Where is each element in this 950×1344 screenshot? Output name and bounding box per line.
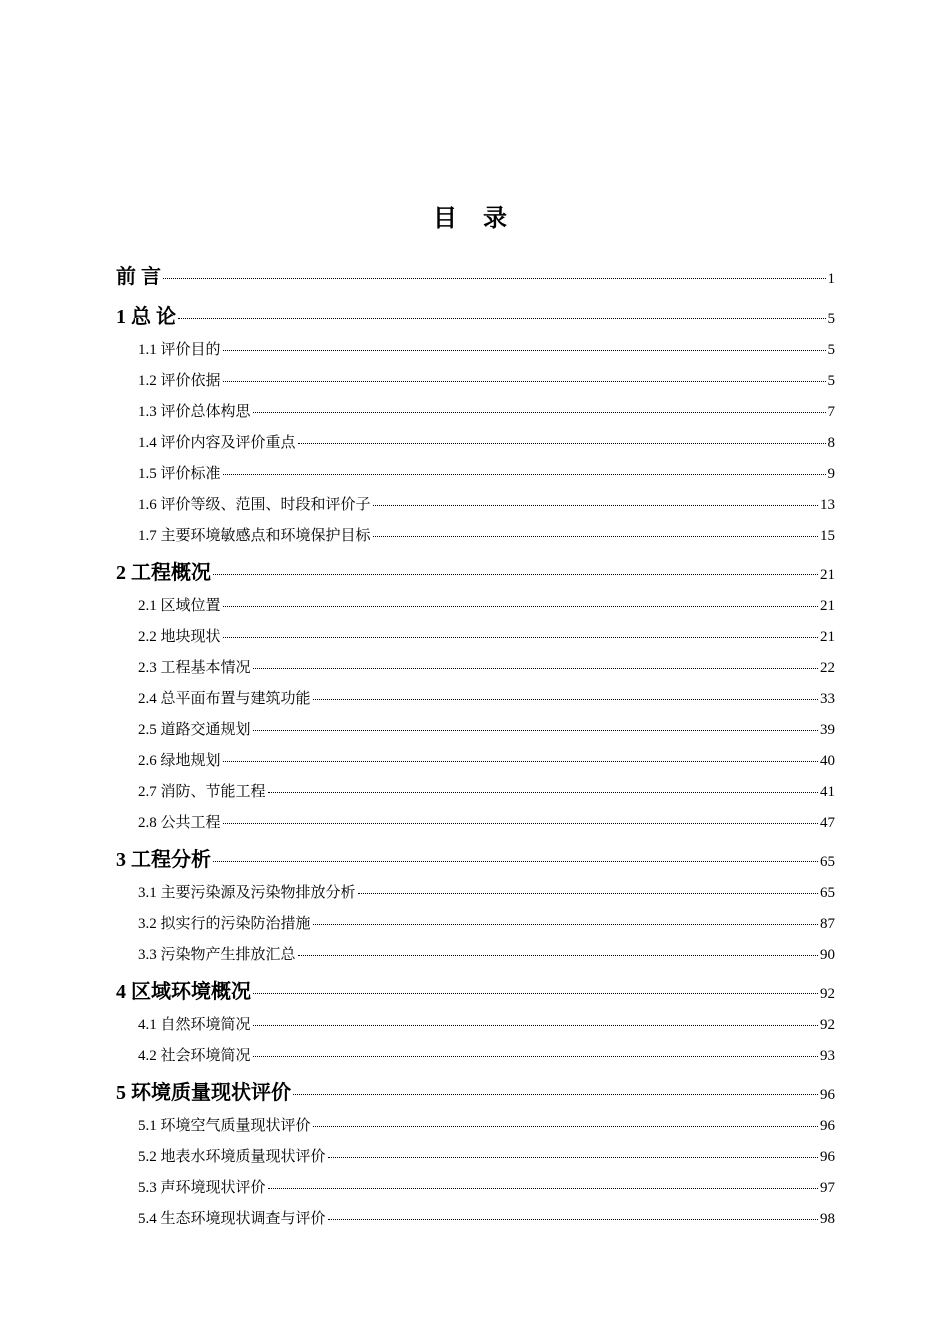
toc-leader-dots [223, 606, 818, 607]
toc-entry[interactable] [138, 718, 835, 740]
toc-leader-dots [293, 1094, 818, 1095]
toc-leader-dots [253, 412, 826, 413]
toc-entry-label: 4 区域环境概况 [116, 981, 251, 1003]
toc-entry-label: 1.5 评价标准 [138, 466, 221, 482]
toc-leader-dots [223, 823, 818, 824]
toc-entry-page: 98 [820, 1211, 835, 1227]
toc-entry[interactable] [116, 1076, 835, 1106]
toc-leader-dots [213, 574, 818, 575]
toc-entry-page: 93 [820, 1048, 835, 1064]
toc-entry-label: 5.2 地表水环境质量现状评价 [138, 1149, 326, 1165]
toc-entry-label: 3.1 主要污染源及污染物排放分析 [138, 885, 356, 901]
toc-entry-page: 96 [820, 1087, 835, 1103]
toc-entry[interactable] [138, 811, 835, 833]
toc-entry-page: 87 [820, 916, 835, 932]
toc-entry-label: 4.2 社会环境简况 [138, 1048, 251, 1064]
toc-leader-dots [328, 1219, 818, 1220]
toc-entry-page: 47 [820, 815, 835, 831]
toc-leader-dots [253, 668, 818, 669]
toc-entry-label: 2.1 区域位置 [138, 598, 221, 614]
toc-leader-dots [298, 955, 818, 956]
toc-entry-label: 5.3 声环境现状评价 [138, 1180, 266, 1196]
toc-leader-dots [223, 381, 826, 382]
toc-entry[interactable] [138, 1044, 835, 1066]
toc-entry-page: 7 [827, 404, 835, 420]
toc-entry-page: 15 [820, 528, 835, 544]
toc-entry-label: 4.1 自然环境简况 [138, 1017, 251, 1033]
toc-entry[interactable] [138, 625, 835, 647]
toc-entry-label: 2.3 工程基本情况 [138, 660, 251, 676]
toc-entry[interactable] [138, 524, 835, 546]
toc-entry-page: 21 [820, 629, 835, 645]
toc-entry-label: 2.5 道路交通规划 [138, 722, 251, 738]
toc-entry-page: 39 [820, 722, 835, 738]
toc-entry-label: 3.3 污染物产生排放汇总 [138, 947, 296, 963]
page-title: 目 录 [433, 206, 517, 232]
toc-entry-page: 90 [820, 947, 835, 963]
toc-entry[interactable] [138, 912, 835, 934]
toc-entry[interactable] [138, 431, 835, 453]
toc-leader-dots [223, 637, 818, 638]
toc-leader-dots [253, 730, 818, 731]
toc-entry-label: 1 总 论 [116, 306, 176, 328]
toc-entry[interactable] [138, 1145, 835, 1167]
toc-entry[interactable] [138, 943, 835, 965]
toc-entry-label: 5.1 环境空气质量现状评价 [138, 1118, 311, 1134]
toc-entry-label: 1.3 评价总体构思 [138, 404, 251, 420]
toc-leader-dots [268, 792, 818, 793]
toc-leader-dots [253, 993, 818, 994]
toc-entry[interactable] [138, 369, 835, 391]
toc-entry[interactable] [138, 1114, 835, 1136]
toc-entry-page: 21 [820, 598, 835, 614]
toc-leader-dots [313, 699, 818, 700]
toc-entry-page: 65 [820, 854, 835, 870]
toc-entry-label: 1.4 评价内容及评价重点 [138, 435, 296, 451]
toc-entry-page: 22 [820, 660, 835, 676]
toc-leader-dots [313, 924, 818, 925]
toc-entry-page: 92 [820, 986, 835, 1002]
toc-entry[interactable] [138, 780, 835, 802]
toc-entry-label: 2.2 地块现状 [138, 629, 221, 645]
toc-entry-page: 41 [820, 784, 835, 800]
toc-entry-page: 13 [820, 497, 835, 513]
toc-leader-dots [253, 1056, 818, 1057]
toc-leader-dots [178, 318, 826, 319]
toc-entry-page: 33 [820, 691, 835, 707]
toc-leader-dots [373, 536, 818, 537]
toc-leader-dots [163, 278, 826, 279]
toc-entry[interactable] [138, 1013, 835, 1035]
toc-entry-page: 40 [820, 753, 835, 769]
toc-entry-label: 2.8 公共工程 [138, 815, 221, 831]
toc-entry[interactable] [138, 338, 835, 360]
toc-entry-page: 8 [827, 435, 835, 451]
toc-leader-dots [313, 1126, 818, 1127]
toc-entry[interactable] [138, 493, 835, 515]
toc-leader-dots [253, 1025, 818, 1026]
toc-entry[interactable] [138, 749, 835, 771]
toc-entry[interactable] [116, 843, 835, 873]
toc-entry-label: 1.6 评价等级、范围、时段和评价子 [138, 497, 371, 513]
toc-entry-label: 3.2 拟实行的污染防治措施 [138, 916, 311, 932]
toc-entry[interactable] [116, 975, 835, 1005]
toc-entry-label: 5 环境质量现状评价 [116, 1082, 291, 1104]
toc-entry[interactable] [138, 1176, 835, 1198]
toc-entry[interactable] [138, 881, 835, 903]
toc-entry-label: 2.4 总平面布置与建筑功能 [138, 691, 311, 707]
toc-leader-dots [298, 443, 826, 444]
toc-entry-label: 5.4 生态环境现状调查与评价 [138, 1211, 326, 1227]
toc-entry-page: 5 [827, 311, 835, 327]
toc-entry-label: 1.2 评价依据 [138, 373, 221, 389]
toc-leader-dots [328, 1157, 818, 1158]
toc-entry[interactable] [116, 260, 835, 290]
toc-entry-page: 97 [820, 1180, 835, 1196]
toc-entry[interactable] [138, 687, 835, 709]
toc-entry-label: 2.7 消防、节能工程 [138, 784, 266, 800]
toc-entry[interactable] [138, 594, 835, 616]
toc-entry-page: 96 [820, 1149, 835, 1165]
toc-entry[interactable] [116, 556, 835, 586]
toc-leader-dots [213, 861, 818, 862]
toc-leader-dots [223, 350, 826, 351]
toc-leader-dots [223, 761, 818, 762]
toc-entry-page: 5 [827, 342, 835, 358]
toc-leader-dots [223, 474, 826, 475]
toc-entry[interactable] [138, 656, 835, 678]
toc-entry-page: 92 [820, 1017, 835, 1033]
toc-entry-label: 前 言 [116, 266, 161, 288]
toc-entry-label: 1.1 评价目的 [138, 342, 221, 358]
toc-entry-page: 65 [820, 885, 835, 901]
toc-entry[interactable] [138, 400, 835, 422]
toc-entry[interactable] [116, 300, 835, 330]
toc-entry-page: 9 [827, 466, 835, 482]
toc-leader-dots [373, 505, 818, 506]
toc-entry-page: 96 [820, 1118, 835, 1134]
toc-entry-page: 5 [827, 373, 835, 389]
toc-entry-page: 21 [820, 567, 835, 583]
toc-entry-label: 1.7 主要环境敏感点和环境保护目标 [138, 528, 371, 544]
toc-leader-dots [358, 893, 818, 894]
toc-entry-label: 2 工程概况 [116, 562, 211, 584]
toc-entry[interactable] [138, 462, 835, 484]
toc-entry-label: 2.6 绿地规划 [138, 753, 221, 769]
toc-entry-page: 1 [827, 271, 835, 287]
toc-entry-label: 3 工程分析 [116, 849, 211, 871]
toc-leader-dots [268, 1188, 818, 1189]
toc-entry[interactable] [138, 1207, 835, 1229]
